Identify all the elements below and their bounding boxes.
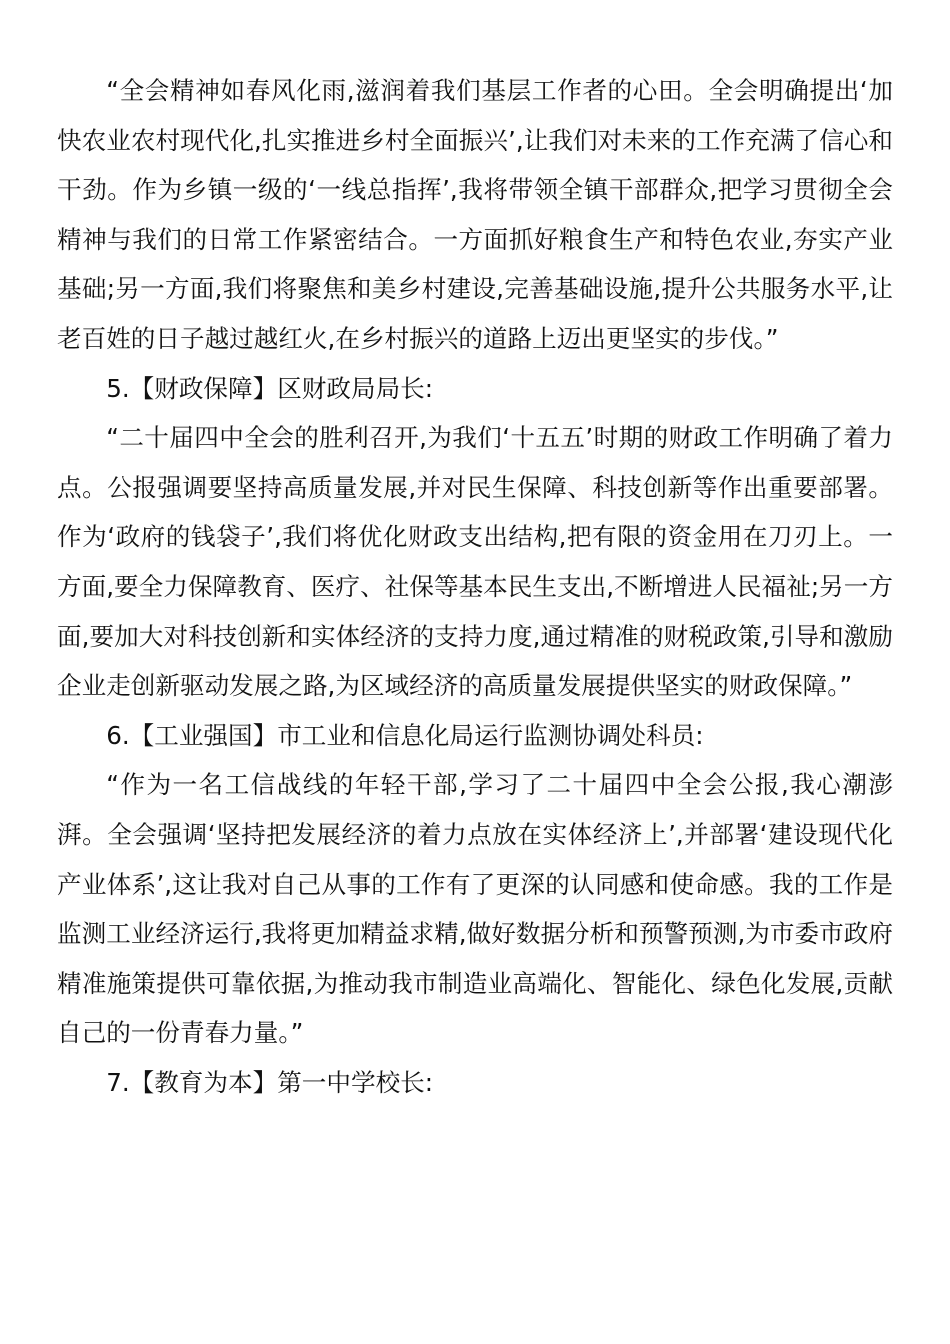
heading-education-foundation: 7.【教育为本】第一中学校长: (106, 1067, 434, 1097)
paragraph-rural-revitalization: “全会精神如春风化雨,滋润着我们基层工作者的心田。全会明确提出‘加快农业农村现代化,扎实推进乡村全面振兴’,让我们对未来的工作充满了信心和干劲。作为乡镇一级的‘一线总指挥’,我将带领全镇干部群众,把学习贯彻全会精神与我们的日常工作紧密结合。一方面抓好粮食生产和特色农业,夯实产业基础;另一方面,我们将聚焦和美乡村建设,完善基础设施,提升公共服务水平,让老百姓的日子越过越红火,在乡村振兴的道路上迈出更坚实的步伐。” (57, 76, 893, 353)
paragraph-finance-bureau: “二十届四中全会的胜利召开,为我们‘十五五’时期的财政工作明确了着力点。公报强调要坚持高质量发展,并对民生保障、科技创新等作出重要部署。作为‘政府的钱袋子’,我们将优化财政支出结构,把有限的资金用在刀刃上。一方面,要全力保障教育、医疗、社保等基本民生支出,不断增进人民福祉;另一方面,要加大对科技创新和实体经济的支持力度,通过精准的财税政策,引导和激励企业走创新驱动发展之路,为区域经济的高质量发展提供坚实的财政保障。” (57, 423, 893, 701)
paragraph-industry-bureau: “作为一名工信战线的年轻干部,学习了二十届四中全会公报,我心潮澎湃。全会强调‘坚持把发展经济的着力点放在实体经济上’,并部署‘建设现代化产业体系’,这让我对自己从事的工作有了更深的认同感和使命感。我的工作是监测工业经济运行,我将更加精益求精,做好数据分析和预警预测,为市委市政府精准施策提供可靠依据,为推动我市制造业高端化、智能化、绿色化发展,贡献自己的一份青春力量。” (57, 770, 893, 1048)
heading-finance-guarantee: 5.【财政保障】区财政局局长: (106, 373, 434, 403)
heading-industrial-power: 6.【工业强国】市工业和信息化局运行监测协调处科员: (106, 720, 704, 750)
document-page (57, 66, 893, 1107)
